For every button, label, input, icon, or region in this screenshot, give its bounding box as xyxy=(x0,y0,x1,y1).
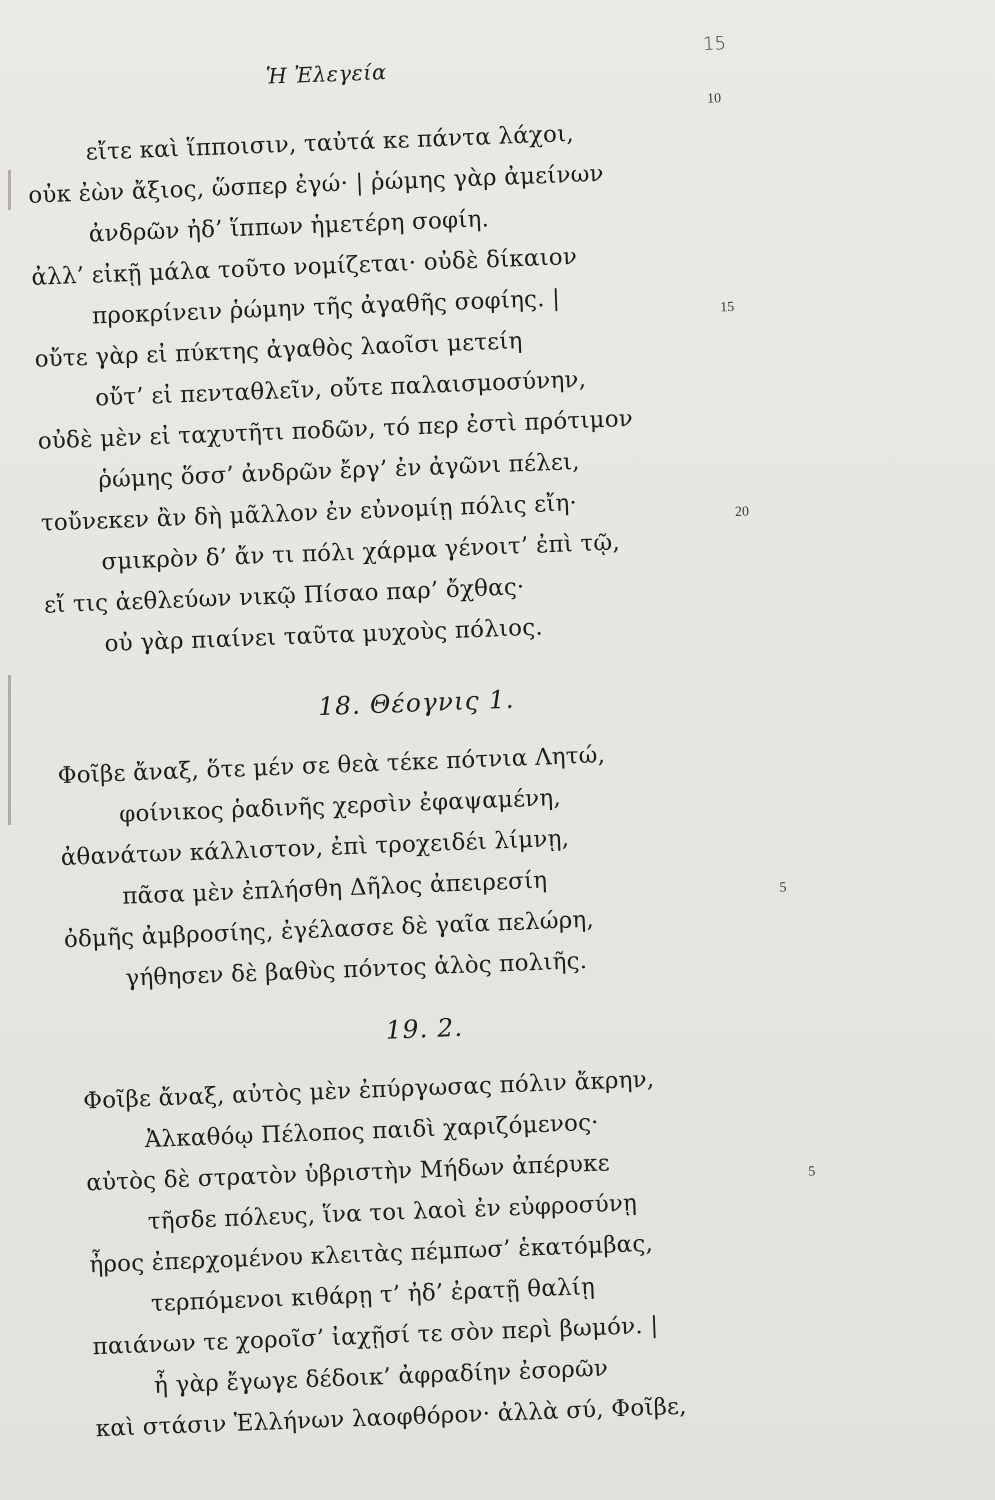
verse-line: οὔτε γὰρ εἰ πύκτης ἀγαθὸς λαοῖσι μετείη xyxy=(34,328,523,373)
line-number: 20 xyxy=(734,504,750,520)
running-header: Ἡ Ἐλεγεία xyxy=(265,60,388,89)
verse-line: γήθησεν δὲ βαθὺς πόντος ἁλὸς πολιῆς. xyxy=(124,948,588,992)
section-title: 19. 2. xyxy=(385,1012,464,1045)
verse-line: οὐκ ἐὼν ἄξιος, ὥσπερ ἐγώ· | ῥώμης γὰρ ἀμείνων xyxy=(27,160,605,209)
line-number: 5 xyxy=(808,1164,816,1180)
verse-line: τοὔνεκεν ἂν δὴ μᾶλλον ἐν εὐνομίῃ πόλις εἴη· xyxy=(40,490,578,537)
verse-line: εἴτε καὶ ἵπποισιν, ταὐτά κε πάντα λάχοι, xyxy=(85,120,575,166)
verse-line: τερπόμενοι κιθάρῃ τ’ ἠδ’ ἐρατῇ θαλίῃ xyxy=(150,1273,596,1317)
verse-line: ῥώμης ὅσσ’ ἀνδρῶν ἔργ’ ἐν ἀγῶνι πέλει, xyxy=(97,448,581,494)
line-number: 10 xyxy=(706,91,722,107)
section-title: 18. Θέογνις 1. xyxy=(317,684,516,722)
verse-line: ἦ γὰρ ἔγωγε δέδοικ’ ἀφραδίην ἐσορῶν xyxy=(153,1355,609,1399)
verse-line: οὐδὲ μὲν εἰ ταχυτῆτι ποδῶν, τό περ ἐστὶ πρότιμον xyxy=(37,405,634,455)
verse-line: σμικρὸν δ’ ἄν τι πόλι χάρμα γένοιτ’ ἐπὶ τῷ, xyxy=(100,529,621,576)
verse-line: Φοῖβε ἄναξ, ὅτε μέν σε θεὰ τέκε πότνια Λητώ, xyxy=(57,742,606,790)
verse-line: πᾶσα μὲν ἐπλήσθη Δῆλος ἀπειρεσίη xyxy=(121,867,548,910)
verse-line: ἀλλ’ εἰκῇ μάλα τοῦτο νομίζεται· οὐδὲ δίκαιον xyxy=(31,243,578,291)
page-number: 15 xyxy=(702,33,727,55)
verse-line: παιάνων τε χοροῖσ’ ἰαχῇσί τε σὸν περὶ βωμόν. | xyxy=(92,1312,659,1361)
verse-line: εἴ τις ἀεθλεύων νικῷ Πίσαο παρ’ ὄχθας· xyxy=(43,574,525,619)
verse-line: φοίνικος ῥαδινῆς χερσὶν ἐφαψαμένη, xyxy=(118,784,562,828)
verse-line: ὀδμῆς ἀμβροσίης, ἐγέλασσε δὲ γαῖα πελώρη, xyxy=(63,906,595,954)
line-number: 15 xyxy=(719,299,735,316)
verse-line: οὐ γὰρ πιαίνει ταῦτα μυχοὺς πόλιος. xyxy=(104,614,544,658)
verse-line: καὶ στάσιν Ἑλλήνων λαοφθόρον· ἀλλὰ σύ, Φοῖβε, xyxy=(95,1393,688,1443)
line-number: 5 xyxy=(779,880,787,896)
verse-line: ἀθανάτων κάλλιστον, ἐπὶ τροχειδέι λίμνῃ, xyxy=(60,825,570,872)
verse-line: τῆσδε πόλευς, ἵνα τοι λαοὶ ἐν εὐφροσύνῃ xyxy=(147,1190,638,1236)
verse-line: ἀνδρῶν ἠδ’ ἵππων ἡμετέρη σοφίη. xyxy=(88,206,490,248)
verse-line: προκρίνειν ῥώμην τῆς ἀγαθῆς σοφίης. | xyxy=(91,285,561,330)
verse-line: ἦρος ἐπερχομένου κλειτὰς πέμπωσ’ ἑκατόμβας, xyxy=(88,1230,654,1279)
verse-line: αὐτὸς δὲ στρατὸν ὑβριστὴν Μήδων ἀπέρυκε xyxy=(85,1150,611,1197)
verse-line: οὔτ’ εἰ πενταθλεῖν, οὔτε παλαισμοσύνην, xyxy=(94,366,587,412)
verse-line: Ἀλκαθόῳ Πέλοπος παιδὶ χαριζόμενος· xyxy=(144,1109,600,1154)
verse-line: Φοῖβε ἄναξ, αὐτὸς μὲν ἐπύργωσας πόλιν ἄκρην, xyxy=(82,1066,655,1115)
